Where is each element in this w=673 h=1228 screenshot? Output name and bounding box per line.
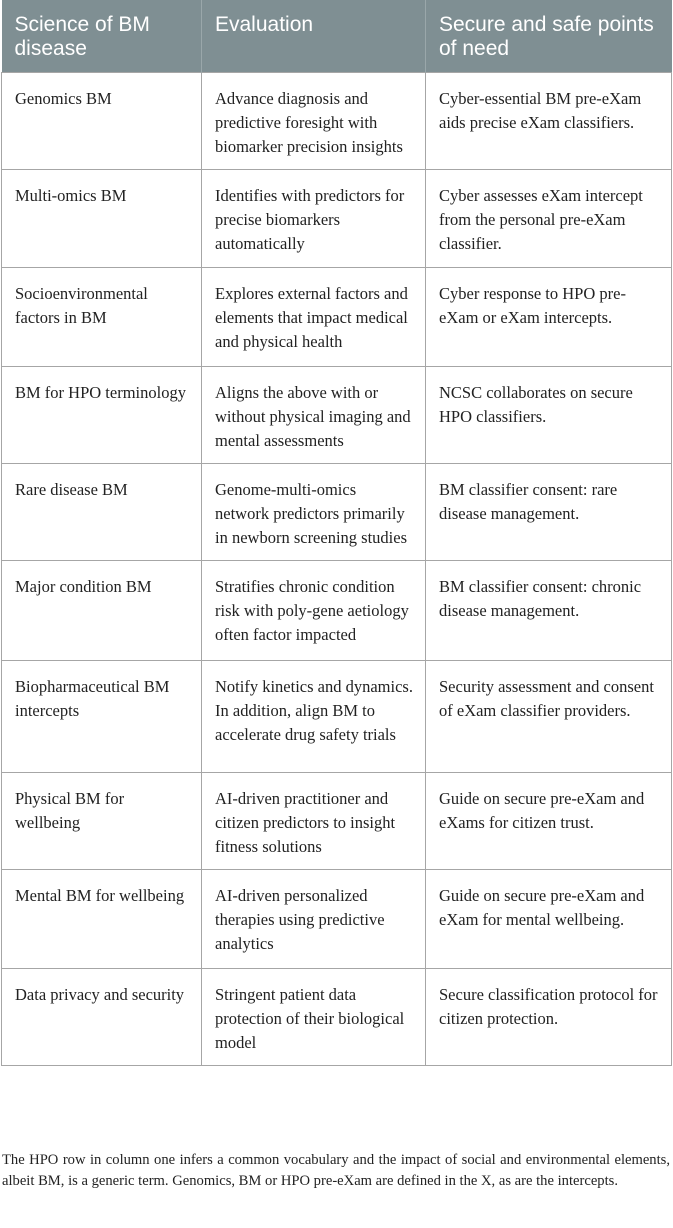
table-header [2, 0, 672, 73]
cell-secure-points: Cyber-essential BM pre-eXam aids precise eXam classifiers. [426, 73, 672, 170]
cell-evaluation: Notify kinetics and dynamics. In addition, align BM to accelerate drug safety trials [202, 661, 426, 773]
header-row [2, 0, 672, 73]
table-row [2, 773, 672, 870]
cell-evaluation: Aligns the above with or without physical imaging and mental assessments [202, 367, 426, 464]
cell-science: Multi-omics BM [2, 170, 202, 268]
cell-evaluation: Advance diagnosis and predictive foresight with biomarker precision insights [202, 73, 426, 170]
cell-science: Physical BM for wellbeing [2, 773, 202, 870]
table-row [2, 870, 672, 969]
table-footnote: The HPO row in column one infers a common vocabulary and the impact of social and environmental elements, albeit BM, is a generic term. Genomics, BM or HPO pre-eXam are defined in the X, as are the intercepts. [2, 1152, 670, 1189]
cell-science: Biopharmaceutical BM intercepts [2, 661, 202, 773]
cell-evaluation: Identifies with predictors for precise biomarkers automatically [202, 170, 426, 268]
header-evaluation: Evaluation [202, 0, 426, 73]
table-row [2, 73, 672, 170]
biomarker-table [1, 0, 672, 1066]
cell-secure-points: BM classifier consent: chronic disease management. [426, 561, 672, 661]
cell-secure-points: Guide on secure pre-eXam and eXams for citizen trust. [426, 773, 672, 870]
cell-science: Genomics BM [2, 73, 202, 170]
cell-evaluation: Stringent patient data protection of their biological model [202, 969, 426, 1066]
cell-science: Major condition BM [2, 561, 202, 661]
header-secure-points-of-need: Secure and safe points of need [426, 0, 672, 73]
cell-science: Data privacy and security [2, 969, 202, 1066]
header-science-of-bm-disease: Science of BM disease [2, 0, 202, 73]
cell-secure-points: BM classifier consent: rare disease management. [426, 464, 672, 561]
table-row [2, 969, 672, 1066]
table-row [2, 367, 672, 464]
table-row [2, 661, 672, 773]
cell-secure-points: Guide on secure pre-eXam and eXam for mental wellbeing. [426, 870, 672, 969]
cell-secure-points: Cyber response to HPO pre-eXam or eXam intercepts. [426, 268, 672, 367]
cell-evaluation: AI-driven practitioner and citizen predictors to insight fitness solutions [202, 773, 426, 870]
table-row [2, 170, 672, 268]
cell-secure-points: Cyber assesses eXam intercept from the personal pre-eXam classifier. [426, 170, 672, 268]
cell-evaluation: Genome-multi-omics network predictors primarily in newborn screening studies [202, 464, 426, 561]
cell-secure-points: Security assessment and consent of eXam classifier providers. [426, 661, 672, 773]
cell-secure-points: Secure classification protocol for citizen protection. [426, 969, 672, 1066]
table-row [2, 268, 672, 367]
cell-secure-points: NCSC collaborates on secure HPO classifiers. [426, 367, 672, 464]
cell-science: Mental BM for wellbeing [2, 870, 202, 969]
cell-evaluation: Stratifies chronic condition risk with poly-gene aetiology often factor impacted [202, 561, 426, 661]
table-row [2, 561, 672, 661]
cell-evaluation: Explores external factors and elements that impact medical and physical health [202, 268, 426, 367]
table-row [2, 464, 672, 561]
table-body [2, 73, 672, 1066]
cell-science: Socioenvironmental factors in BM [2, 268, 202, 367]
cell-evaluation: AI-driven personalized therapies using predictive analytics [202, 870, 426, 969]
cell-science: BM for HPO terminology [2, 367, 202, 464]
cell-science: Rare disease BM [2, 464, 202, 561]
